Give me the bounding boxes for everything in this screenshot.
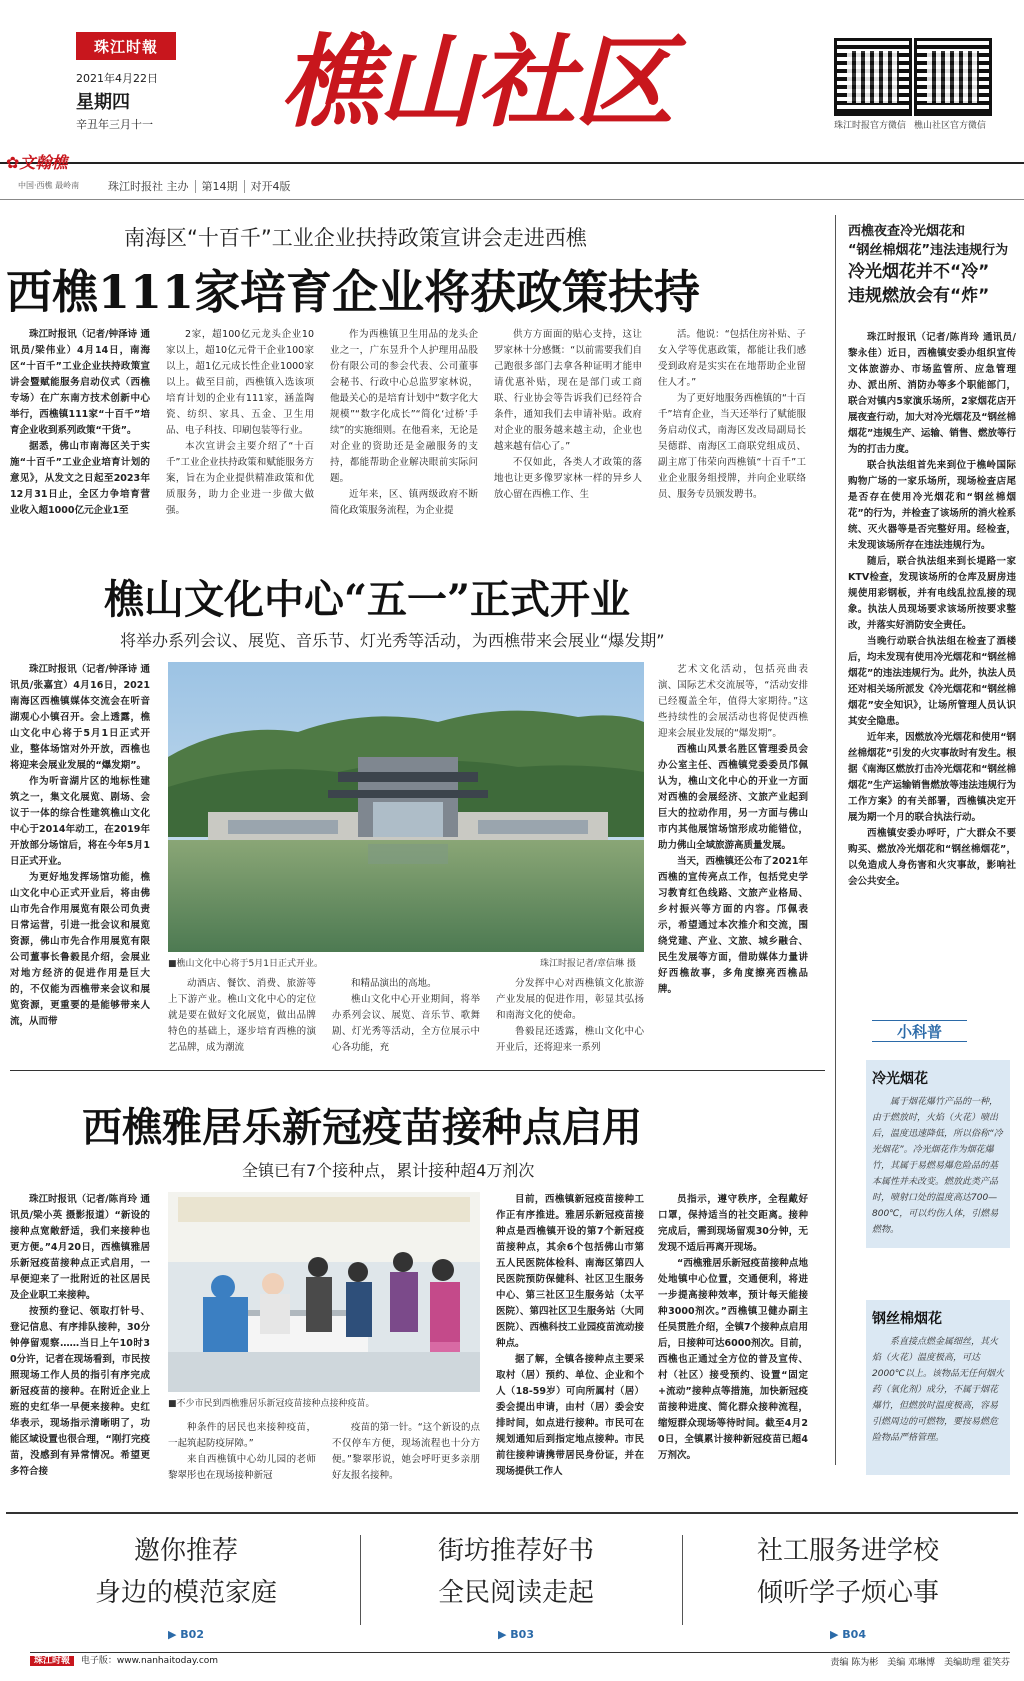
editor-credits: 责编 陈为彬 美编 邓琳博 美编助理 霍笑芬 [830,1658,1010,1668]
publisher: 珠江时报社 主办 [102,180,196,193]
sidebar-title-small: “钢丝棉烟花”违法违规行为 [848,243,1009,258]
story2-headline: 樵山文化中心“五一”正式开业 [104,576,631,623]
brand-logo-sub: 中国·西樵 最岭南 [18,181,80,190]
promo-line: 邀你推荐 [133,1536,238,1566]
sidebar-divider [835,215,836,1465]
section-divider [10,1070,825,1071]
story3-column: 员指示，遵守秩序，全程戴好口罩，保持适当的社交距离。接种完成后，需到现场留观30分钟，无发现不适后再离开现场。 “西樵雅居乐新冠疫苗接种点地处地镇中心位置，交通便利，将进一步提高接种效率，预计每天能接种3000剂次。”西樵镇卫健办副主任吴贯胜介绍，全镇7个接种点启用后，日接种可达6000剂次。目前，西樵也正通过全方位的普及宣传、村（社区）接受预约、设置“固定+流动”接种点等措施，加快新冠疫苗接种进度、简化群众接种流程，缩短群众现场等待时间。截至4月20日，全镇累计接种新冠疫苗已超4万剂次。 [658,1194,808,1461]
story3-column: 目前，西樵镇新冠疫苗接种工作正有序推进。雅居乐新冠疫苗接种点是西樵镇开设的第7个新冠疫苗接种点，其余6个包括佛山市第五人民医院体检科、南海区第四人民医院预防保健科、社区卫生服务中心、第三社区卫生服务站（太平医院）、第四社区卫生服务站（大同医院）、西樵科技工业园疫苗流动接种点。 据了解，全镇各接种点主要采取村（居）预约、单位、企业和个人（18-59岁）可向所属村（居）委会提出申请，由村（居）委会安排时间，如点进行接种。市民可在规划通知后到指定地点接种。市民前往接种请携带居民身份证，并在现场提供工作人 [496,1194,644,1477]
section-title: 樵山社区 [280,23,672,141]
sidebar-title-big: 违规燃放会有“炸” [848,286,990,306]
science-text: 系直接点燃金属细丝，其火焰（火花）温度极高，可达2000℃以上。该物品无任何烟火药（氧化剂）成分，不属于烟花爆竹，但燃放时温度极高，容易引燃周边的可燃物，要按易燃危险物品严格管理。 [872,1337,1005,1443]
sidebar-header [848,222,1018,308]
footer-rule [6,1512,1018,1514]
vaccination-image [168,1192,480,1392]
science-box [866,1300,1010,1475]
story2-column: 珠江时报讯（记者/钟泽诗 通讯员/张嘉宜）4月16日，2021南海区西樵镇媒体交流会在听音湖观心小镇召开。会上透露，樵山文化中心将于5月1日正式开业，整体场馆对外开放，西樵也将迎来会展业发展的“爆发期”。 作为听音湖片区的地标性建筑之一，集文化展览、剧场、会议于一体的综合性建筑樵山文化中心于2014年动工，在2019年开放部分场馆后，将在今年5月1日正式开业。 为更好地发挥场馆功能，樵山文化中心正式开业后，将由佛山市先合作用展览有限公司负责日常运营，引进一批会议和展览资源，佛山市先合作用展览有限公司董事长鲁毅昆介绍，会展业对地方经济的促进作用是巨大的，不仅能为西樵带来会议和展览资源，更重要的是能够带来人流，从而带 [10,664,150,1027]
page-count: 对开4版 [250,180,291,193]
brand-logo: ✿文翰樵 [6,153,68,172]
story3-column: 疫苗的第一针。“这个新设的点不仅停车方便，现场流程也十分方便。”黎翠彤说，她会呼吁更多亲朋好友报名接种。 [332,1422,480,1481]
story1-column: 供方方面面的贴心支持，这让罗家林十分感慨：“以前需要我们自己跑很多部门去拿各种证明才能申请优惠补贴，现在是部门或工商联、行业协会等告诉我们已经符合条件，通知我们去申请补贴。政府对企业的服务越来越主动，企业也越来越有信心了。” 不仅如此，各类人才政策的落地也让更多像罗家林一样的异乡人放心留在西樵工作、生 [494,329,642,500]
vaccination-photo [168,1192,480,1392]
e-edition-url[interactable]: 电子版：www.nanhaitoday.com [80,1656,219,1666]
issue-date: 2021年4月22日 [76,72,158,85]
story1-column: 活。他说：“包括住房补贴、子女入学等优惠政策，都能让我们感受到政府是实实在在地帮助企业留住人才。” 为了更好地服务西樵镇的“十百千”培育企业，当天还举行了赋能服务启动仪式，南海区发改局副局长吴德群、南海区工商联党组成员、副主席丁伟荣向西樵镇“十百千”工业企业服务组授牌，并向企业联络员、服务专员颁发聘书。 [658,329,806,500]
story1-kicker: 南海区“十百千”工业企业扶持政策宣讲会走进西樵 [124,226,587,250]
story1-column: 2家，超100亿元龙头企业10家以上，超10亿元骨干企业100家以上，超1亿元成长性企业1000家以上。截至目前，西樵镇入选该项培育计划的企业有111家，涵盖陶瓷、纺织、家具、五金、卫生用品、电子科技、印刷包装等行业。 本次宣讲会主要介绍了“十百千”工业企业扶持政策和赋能服务方案，旨在为企业提供精准政策和优质服务，助力企业进一步做大做强。 [166,329,314,516]
photo-credit: 珠江时报记者/章信琳 摄 [540,959,636,969]
photo-caption: ■樵山文化中心将于5月1日正式开业。 [168,959,323,969]
promo-reading[interactable] [366,1530,666,1656]
story3-headline: 西樵雅居乐新冠疫苗接种点启用 [82,1104,642,1151]
science-box [866,1060,1010,1248]
qr-code-icon[interactable] [914,38,992,116]
story2-column: 分发挥中心对西樵镇文化旅游产业发展的促进作用，彰显其弘扬和南海文化的使命。 鲁毅昆还透露，樵山文化中心开业后，还将迎来一系列 [496,978,644,1053]
story2-column: 和精品演出的高地。 樵山文化中心开业期间，将举办系列会议、展览、音乐节、歌舞剧、灯光秀等活动，全方位展示中心各功能，充 [332,978,480,1053]
story3-subheadline: 全镇已有7个接种点，累计接种超4万剂次 [242,1161,535,1180]
promo-divider [682,1535,683,1625]
story3-column: 种条件的居民也来接种疫苗，一起筑起防疫屏障。” 来自西樵镇中心幼儿园的老师黎翠彤也在现场接种新冠 [168,1422,316,1481]
story1-column: 珠江时报讯（记者/钟泽诗 通讯员/梁伟业）4月14日，南海区“十百千”工业企业扶持政策宣讲会暨赋能服务启动仪式（西樵专场）在广东南方技术创新中心举行，西樵镇111家“十百千”培育企业收到系列政策“干货”。 据悉，佛山市南海区关于实施“十百千”工业企业培育计划的意见》，从发文之日起至2023年12月31日止，全区力争培育营业收入超1000亿元企业1至 [10,329,150,516]
page-link-b03[interactable]: ▶ B03 [498,1628,534,1641]
paper-name-logo: 珠江时報 [76,32,176,60]
story2-subheadline: 将举办系列会议、展览、音乐节、灯光秀等活动，为西樵带来会展业“爆发期” [120,631,665,650]
issue-meta [102,178,297,194]
story3-column: 珠江时报讯（记者/陈肖玲 通讯员/梁小英 摄影报道）“新设的接种点宽敞舒适，我们来接种也更方便。”4月20日，西樵镇雅居乐新冠疫苗接种点正式启用，一早便迎来了一批附近的社区居民及企业职工来接种。 按预约登记、领取打针号、登记信息、有序排队接种，30分钟停留观察……当日上午10时30分许，记者在现场看到，市民按照现场工作人员的指引有序完成新冠疫苗的接种。在附近企业上班的史红华一早便来接种。史红华表示，现场指示清晰明了，功能区域设置也很合理，“刚打完疫苗，没感到有异常情况。希望更多符合接 [10,1194,150,1477]
issue-number: 第14期 [196,180,245,193]
bottom-logo: 珠江时報 [30,1656,74,1666]
bottom-bar [30,1652,1010,1670]
promo-line: 街坊推荐好书 [437,1536,594,1566]
weekday: 星期四 [76,92,130,113]
science-text: 属于烟花爆竹产品的一种，由于燃放时，火焰（火花）喷出后，温度迅速降低，所以俗称“冷光烟花”。冷光烟花作为烟花爆竹，其属于易燃易爆危险品的基本属性并未改变。燃放此类产品时，喷射口处的温度高达700—800℃，可以灼伤人体，引燃易燃物。 [872,1097,1003,1235]
story1-headline: 西樵111家培育企业将获政策扶持 [6,265,701,319]
story2-column: 艺术文化活动，包括亮曲表演、国际艺术交流展等，“活动安排已经覆盖全年，值得大家期待。”这些持续性的会展活动也将促使西樵迎来会展业发展的“爆发期”。 西樵山风景名胜区管理委员会办公室主任、西樵镇党委委员邝佩认为，樵山文化中心的开业一方面对西樵的会展经济、文旅产业起到巨大的拉动作用，另一方面与佛山市内其他展馆场馆形成功能错位，助力佛山全域旅游高质量发展。 当天，西樵镇还公布了2021年西樵的宣传亮点工作，包括党史学习教育红色线路、文旅产业格局、乡村振兴等方面的内容。邝佩表示，希望通过本次推介和交流，围绕党建、产业、文旅、城乡融合、民生发展等方面，借助媒体力量讲好西樵故事，多角度擦亮西樵品牌。 [658,664,808,995]
photo-caption: ■不少市民到西樵雅居乐新冠疫苗接种点接种疫苗。 [168,1399,375,1409]
sidebar-title-small: 西樵夜查冷光烟花和 [848,224,966,239]
sidebar-title-big: 冷光烟花并不“冷” [848,262,990,282]
page-link-b04[interactable]: ▶ B04 [830,1628,866,1641]
story2-column: 动酒店、餐饮、消费、旅游等上下游产业。樵山文化中心的定位就是要在做好文化展览，做出品牌特色的基础上，逐步培育西樵的演艺品牌，成为潮流 [168,978,316,1053]
culture-center-photo [168,662,644,952]
qr-caption: 樵山社区官方微信 [914,121,987,131]
culture-center-image [168,662,644,952]
science-title: 冷光烟花 [872,1071,928,1087]
promo-social-work[interactable] [698,1530,998,1656]
page-link-b02[interactable]: ▶ B02 [168,1628,204,1641]
promo-line: 身边的模范家庭 [94,1578,277,1608]
promo-line: 全民阅读走起 [437,1578,594,1608]
promo-line: 倾听学子烦心事 [756,1578,939,1608]
qr-code-icon[interactable] [834,38,912,116]
story1-column: 作为西樵镇卫生用品的龙头企业之一，广东昱升个人护理用品股份有限公司的参会代表、公司董事会秘书、行政中心总监罗家林说，他最关心的是培育计划中“数字化大规模”“数字化成长”“简化‘过桥’手续”的实施细则。在他看来，无论是对企业的资助还是金融服务的支持，都能帮助企业解决眼前实际问题。 近年来，区、镇两级政府不断简化政策服务流程，为企业提 [330,329,478,516]
promo-divider [360,1535,361,1625]
science-label: 小科普 [872,1020,967,1042]
qr-caption: 珠江时报官方微信 [834,121,907,131]
sidebar-body: 珠江时报讯（记者/陈肖玲 通讯员/黎永佳）近日，西樵镇安委办组织宣传文体旅游办、市场监管所、应急管理办、派出所、消防办等多个职能部门，联合对镇内5家演乐场所，2家烟花店开展夜查行动，加大对冷光烟花及“钢丝棉烟花”违规生产、运输、销售、燃放等行为的打击力度。 联合执法组首先来到位于樵岭国际购物广场的一家乐场所，现场检查店尾是否存在使用冷光烟花和“钢丝棉烟花”的行为，并检查了该场所的消火栓系统、灭火器等是否完整好用。经检查，未发现该场所存在违法违规行为。 随后，联合执法组来到长堤路一家KTV检查，发现该场所的仓库及厨房违规使用彩钢板，并有电线乱拉乱接的现象。执法人员现场要求该场所按要求整改，并落实好消防安全责任。 当晚行动联合执法组在检查了酒楼后，均未发现有使用冷光烟花和“钢丝棉烟花”的违法违规行为。此外，执法人员还对相关场所派发《冷光烟花和“钢丝棉烟花”安全知识》，让场所管理人员认识其安全隐患。 近年来，因燃放冷光烟花和使用“钢丝棉烟花”引发的火灾事故时有发生。根据《南海区燃放打击冷光烟花和“钢丝棉烟花”生产运输销售燃放等违法违规行为工作方案》的有关部署，西樵镇决定开展为期一个月的联合执法行动。 西樵镇安委办呼吁，广大群众不要购买、燃放冷光烟花和“钢丝棉烟花”，以免造成人身伤害和火灾事故，影响社会公共安全。 [848,332,1016,887]
promo-model-family[interactable] [36,1530,336,1656]
promo-line: 社工服务进学校 [756,1536,939,1566]
science-title: 钢丝棉烟花 [872,1311,942,1327]
lunar-date: 辛丑年三月十一 [76,118,153,131]
